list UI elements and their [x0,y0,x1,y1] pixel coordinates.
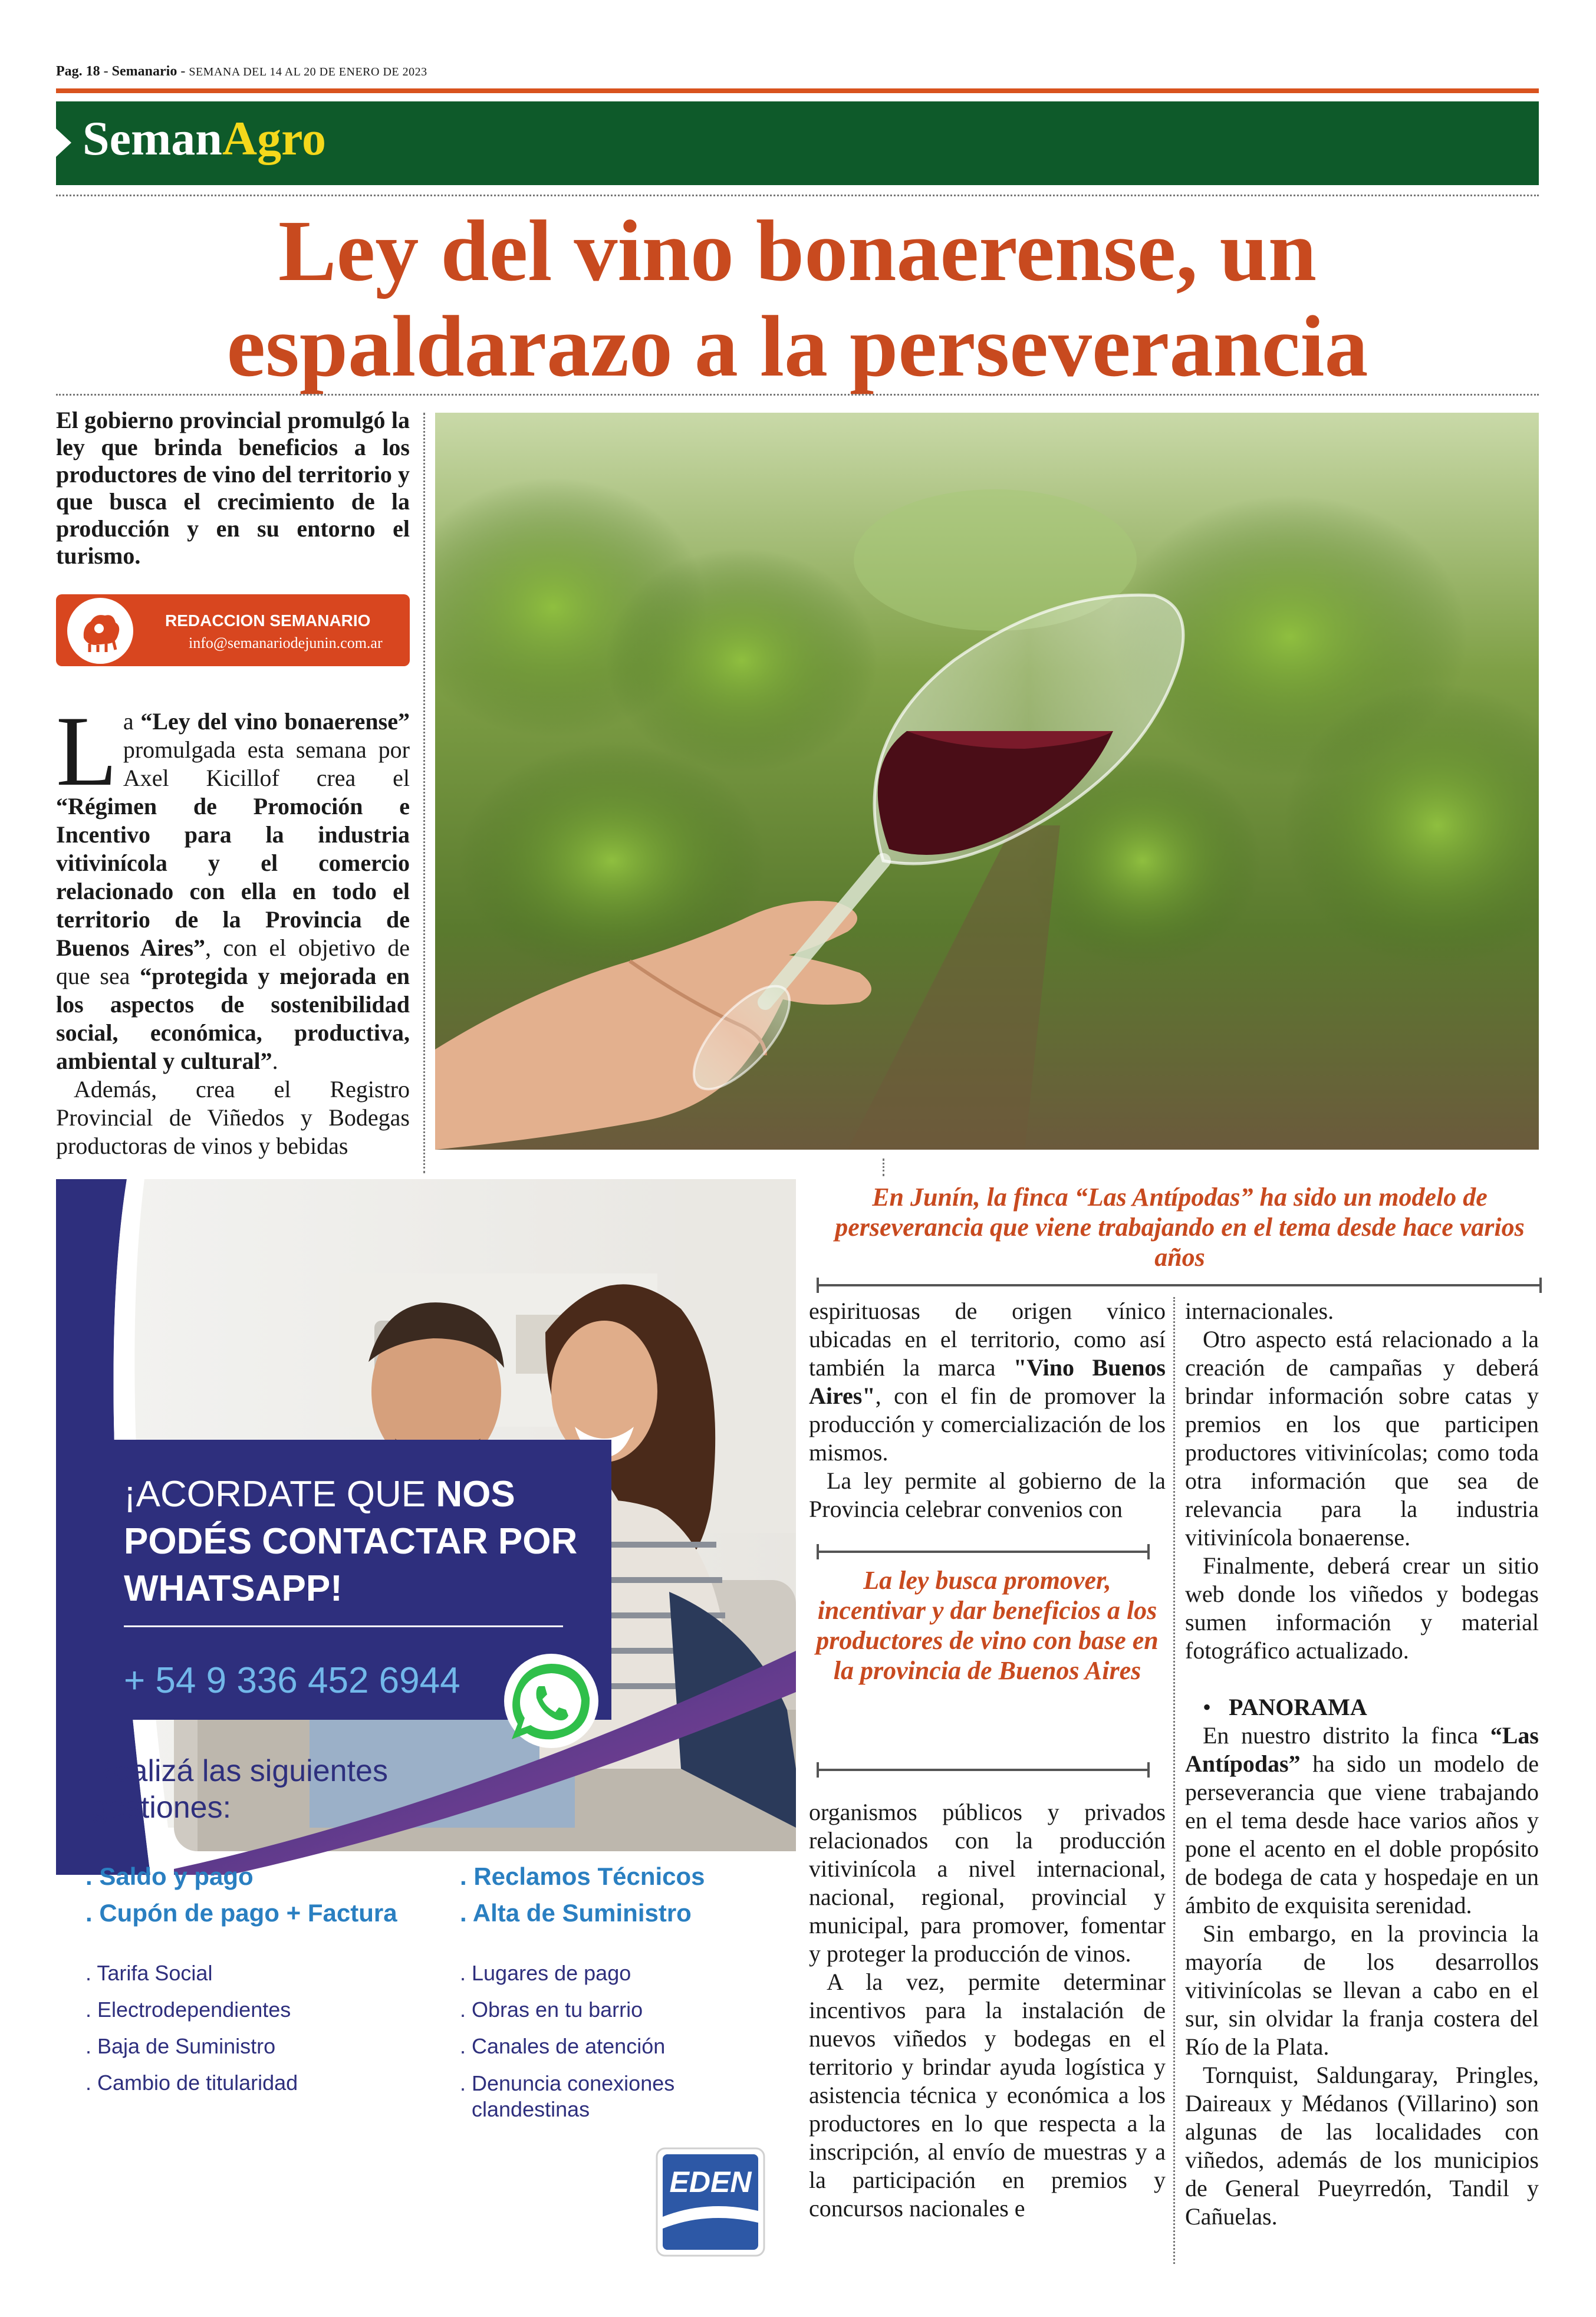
pull-quote-top: En Junín, la finca “Las Antípodas” ha sido un modelo de perseverancia que viene trabajando en el tema desde hace varios años [835,1183,1525,1272]
section-notch [56,129,71,157]
pull-quote-middle: La ley busca promover, incentivar y dar beneficios a los productores de vino con base en la provincia de Buenos Aires [816,1566,1159,1685]
publication-name: Semanario [111,64,177,79]
column-divider [883,1158,884,1176]
eden-logo [654,2146,766,2258]
quote-rule-cap [817,1278,819,1293]
issue-week: SEMANA DEL 14 AL 20 DE ENERO DE 2023 [189,65,427,78]
newspaper-logo-icon [65,595,136,666]
ad-service-item: . Cupón de pago + Factura [85,1899,397,1927]
page-header: Pag. 18 - Semanario - SEMANA DEL 14 AL 20 DE ENERO DE 2023 [56,64,427,79]
divider [56,195,1539,196]
ad-service-item: . Electrodependientes [85,1997,291,2022]
quote-rule-cap [1147,1544,1150,1559]
ad-primary-list-right [460,1858,790,1931]
body-paragraph: Otro aspecto está relacionado a la creación de campañas y deberá brindar información sobre catas y premios en los que participen productores vitivinícolas; como toda otra información que sea de relevancia para la industria vitivinícola bonaerense. [1185,1326,1539,1551]
body-paragraph: internacionales. [1185,1298,1334,1324]
body-paragraph: A la vez, permite determinar incentivos para la instalación de nuevos viñedos y bodegas en el territorio y brindar ayuda logística y asistencia técnica y económica a los productores en lo que respecta a la inscripción, al envío de muestras y a la participación en premios y concursos nacionales e [809,1969,1166,2221]
divider [56,394,1539,396]
section-subhead: • PANORAMA [1203,1694,1367,1720]
body-paragraph: Sin embargo, en la provincia la mayoría de los desarrollos vitivinícolas se llevan a cabo en el sur, sin olvidar la franja costera del Río de la Plata. [1185,1920,1539,2060]
ad-service-item: . Canales de atención [460,2034,666,2058]
quote-rule-cap [1147,1762,1150,1778]
body-paragraph: La ley permite al gobierno de la Provincia celebrar convenios con [809,1467,1166,1522]
article-column-3b [809,1798,1166,2223]
ad-headline: ¡ACORDATE QUE NOS PODÉS CONTACTAR POR WHATSAPP! [124,1474,578,1609]
ad-service-item: . Baja de Suministro [85,2034,276,2058]
eden-logo-text: EDEN [669,2165,752,2198]
article-headline: Ley del vino bonaerense, un espaldarazo a la perseverancia [226,203,1368,395]
ad-rule [124,1625,563,1627]
body-paragraph: Finalmente, deberá crear un sitio web donde los viñedos y bodegas sumen información y material fotográfico actualizado. [1185,1552,1539,1664]
body-paragraph: La “Ley del vino bonaerense” promulgada esta semana por Axel Kicillof crea el “Régimen de Promoción e Incentivo para la industria vitivinícola y el comercio relacionado con ella en todo el territorio de la Provincia de Buenos Aires”, con el objetivo de que sea “protegida y mejorada en los aspectos de sostenibilidad social, económica, productiva, ambiental y cultural”. [56,696,410,1074]
body-paragraph: espirituosas de origen vínico ubicadas en el territorio, como así también la marca "Vino Buenos Aires", con el fin de promover la producción y comercialización de los mismos. [809,1298,1166,1466]
article-lead: El gobierno provincial promulgó la ley que brinda beneficios a los productores de vino del territorio y que busca el crecimiento de la producción y en su entorno el turismo. [56,407,410,569]
article-column-3 [809,1297,1166,1523]
whatsapp-icon[interactable] [501,1651,601,1751]
drop-cap: L [56,696,117,807]
quote-rule-cap [1539,1278,1542,1293]
section-title-part2: Agro [222,111,327,165]
wine-glass-photo [435,413,1539,1150]
ad-service-item: . Reclamos Técnicos [460,1862,705,1890]
body-paragraph: Tornquist, Saldungaray, Pringles, Daireaux y Médanos (Villarino) son algunas de las localidades con viñedos, además de los municipios de General Pueyrredón, Tandil y Cañuelas. [1185,2062,1539,2230]
ad-service-item: . Denuncia conexiones clandestinas [460,2071,675,2121]
ad-secondary-list-left [85,1955,439,2101]
ad-service-item: . Tarifa Social [85,1961,213,1985]
body-paragraph: Además, crea el Registro Provincial de Viñedos y Bodegas productoras de vinos y bebidas [56,1076,410,1159]
quote-rule [817,1551,1150,1553]
ad-subtitle: Realizá las siguientes gestiones: [91,1754,388,1825]
byline-email: info@semanariodejunin.com.ar [189,634,383,651]
column-divider [423,413,425,1173]
ad-service-item: . Alta de Suministro [460,1899,692,1927]
ad-secondary-list-right [460,1955,790,2122]
body-paragraph: organismos públicos y privados relacionados con la producción vitivinícola a nivel internacional, nacional, regional, provincial y municipal, para promover, fomentar y proteger la producción de vinos. [809,1799,1166,1967]
ad-service-item: . Saldo y pago [85,1862,254,1890]
body-paragraph: En nuestro distrito la finca “Las Antípodas” ha sido un modelo de perseverancia que viene trabajando en el tema desde hace varios años y pone el acento en el doble propósito de bodega de cata y hospedaje en un ámbito de exquisita serenidad. [1185,1722,1539,1918]
header-rule [56,88,1539,93]
byline-name: REDACCION SEMANARIO [165,611,371,630]
column-divider [1173,1297,1175,2264]
ad-primary-list-left [85,1858,439,1931]
ad-service-item: . Obras en tu barrio [460,1997,643,2022]
ad-phone-number[interactable]: + 54 9 336 452 6944 [124,1660,460,1701]
section-title [83,110,326,167]
quote-rule-cap [817,1544,819,1559]
page-number: Pag. 18 [56,64,100,79]
quote-rule [817,1284,1542,1286]
quote-rule [817,1769,1150,1771]
quote-rule-cap [817,1762,819,1778]
section-title-part1: Seman [83,111,222,165]
article-column-4 [1185,1297,1539,2231]
ad-service-item: . Cambio de titularidad [85,2071,298,2095]
article-column-1 [56,696,410,1160]
ad-service-item: . Lugares de pago [460,1961,631,1985]
